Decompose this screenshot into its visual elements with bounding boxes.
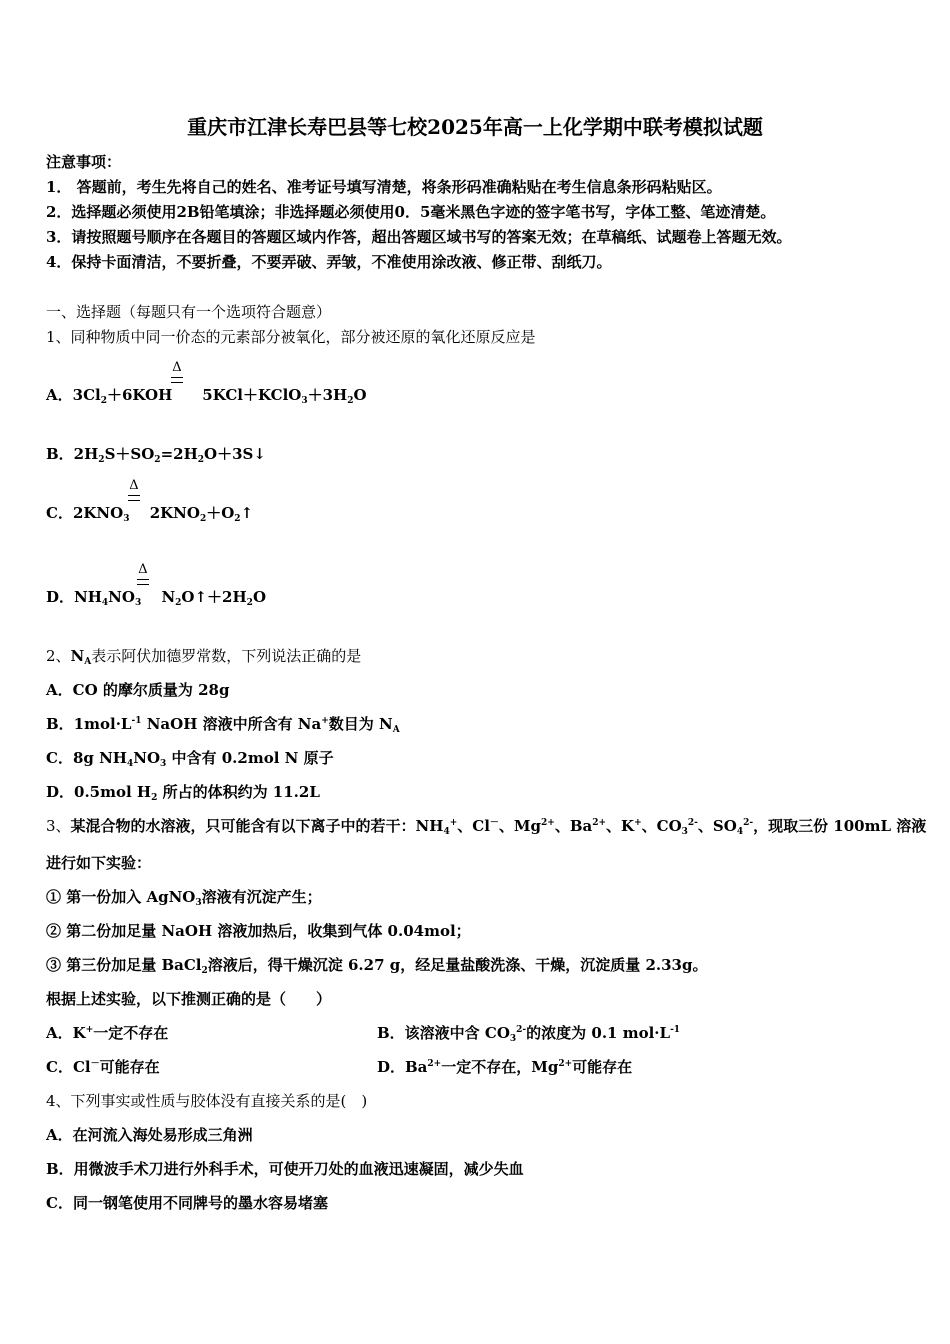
notice-item: 1． 答题前，考生先将自己的姓名、准考证号填写清楚，将条形码准确粘贴在考生信息条形码粘贴区。 [46, 178, 722, 196]
experiment-3: ③ 第三份加足量 BaCl$_2$溶液后，得干燥沉淀 6.27 g，经足量盐酸洗涤、干燥，沉淀质量 2.33g。 [46, 956, 708, 976]
option-2c: C．8g $NH_4NO_3$ 中含有 0.2mol N 原子 [46, 749, 334, 769]
question-3-stem: 3、某混合物的水溶液，只可能含有以下离子中的若干：$NH_4^+$、Cl－、$Mg^{2+}$、$Ba^{2+}$、K+、$CO_3^{2-}$、$SO_4^{2-}$，现取三份 100mL 溶液 [46, 817, 927, 837]
experiment-2: ② 第二份加足量 NaOH 溶液加热后，收集到气体 0.04mol； [46, 922, 471, 940]
option-4b: B．用微波手术刀进行外科手术，可使开刀处的血液迅速凝固，减少失血 [46, 1160, 524, 1178]
question-2-text: 表示阿伏加德罗常数，下列说法正确的是 [91, 647, 362, 665]
equal-sign-mark [128, 495, 140, 501]
question-3-stem-cont: 进行如下实验： [46, 854, 152, 872]
option-1b: B．$2H_2S+SO_2=2H_2O+3S↓$ [46, 445, 266, 465]
notice-item: 2．选择题必须使用2B铅笔填涂；非选择题必须使用0．5毫米黑色字迹的签字笔书写，字体工整、笔迹清楚。 [46, 203, 776, 221]
option-1c: C．$2KNO_3$ $2KNO_2+O_2↑$ [46, 504, 254, 524]
notice-item: 3．请按照题号顺序在各题目的答题区域内作答，超出答题区域书写的答案无效；在草稿纸、试题卷上答题无效。 [46, 228, 792, 246]
option-1d: D．$NH_4NO_3$ $N_2O↑+2H_2O$ [46, 588, 267, 608]
question-number: 2、 [46, 647, 71, 665]
option-2a: A．CO 的摩尔质量为 28g [46, 681, 230, 699]
notice-item: 4．保持卡面清洁，不要折叠，不要弄破、弄皱，不准使用涂改液、修正带、刮纸刀。 [46, 253, 612, 271]
question-number: 3、 [46, 817, 71, 835]
experiment-1: ① 第一份加入 AgNO$_3$溶液有沉淀产生； [46, 888, 322, 908]
option-3d: D．$Ba^{2+}$一定不存在，$Mg^{2+}$可能存在 [377, 1058, 633, 1076]
option-2d: D．0.5mol $H_2$ 所占的体积约为 11.2L [46, 783, 320, 803]
option-3b: B．该溶液中含 $CO_3^{2-}$的浓度为 0.1 $mol\cdot L^{-1}$ [377, 1024, 681, 1044]
option-4a: A．在河流入海处易形成三角洲 [46, 1126, 253, 1144]
heat-symbol: Δ [172, 360, 182, 375]
question-4-stem: 4、下列事实或性质与胶体没有直接关系的是( ) [46, 1092, 368, 1110]
option-3c: C．Cl－可能存在 [46, 1058, 160, 1076]
notice-heading: 注意事项： [46, 153, 122, 171]
option-2b: B．$1mol\cdot L^{-1}$ NaOH 溶液中所含有 Na+数目为 $N_A$ [46, 715, 400, 735]
question-1-stem: 1、同种物质中同一价态的元素部分被氧化，部分被还原的氧化还原反应是 [46, 328, 536, 346]
heat-symbol: Δ [129, 478, 139, 493]
question-3-ask: 根据上述实验，以下推测正确的是（ ） [46, 990, 332, 1008]
option-3a: A．K+一定不存在 [46, 1024, 169, 1042]
equal-sign-mark [137, 579, 149, 585]
equal-sign-mark [171, 377, 183, 383]
page-title: 重庆市江津长寿巴县等七校2025年高一上化学期中联考模拟试题 [187, 115, 763, 139]
heat-symbol: Δ [138, 562, 148, 577]
section-heading: 一、选择题（每题只有一个选项符合题意） [46, 303, 332, 321]
option-1a: A．$3Cl_2+6KOH$ $5KCl+KClO_3+3H_2O$ [46, 386, 367, 406]
question-2-stem: 2、$N_A$表示阿伏加德罗常数，下列说法正确的是 [46, 647, 362, 667]
option-4c: C．同一钢笔使用不同牌号的墨水容易堵塞 [46, 1194, 328, 1212]
